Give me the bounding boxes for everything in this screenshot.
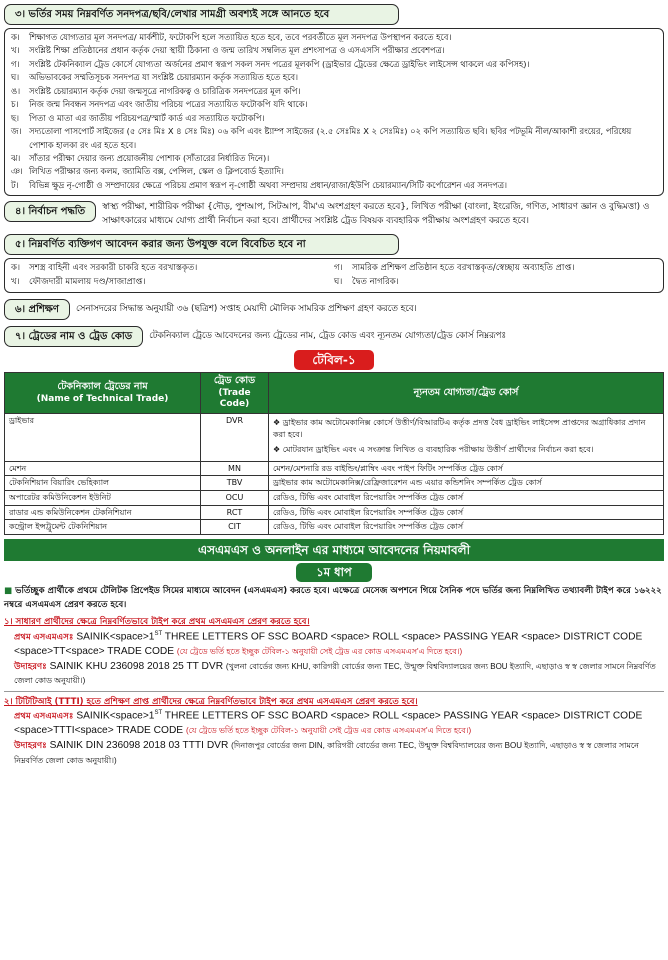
table-row xyxy=(5,461,664,476)
group-1-example: উদাহরণঃ SAINIK KHU 236098 2018 25 TT DVR (খুলনা বোর্ডের জন্য KHU, কারিগরী বোর্ডের জন্য TEC, উন্মুক্ত বিশ্ববিদ্যালয়ের জন্য BOU ইত্যাদি, এছাড়াও স্ব স্ব জেলার সামনে নিম্নবর্ণিত জেলা কোড অনুযায়ী।) xyxy=(14,660,656,686)
requirement-cell xyxy=(269,491,664,506)
trade-code-cell: DVR xyxy=(201,414,269,462)
table-row xyxy=(5,505,664,520)
trade-code-cell: RCT xyxy=(201,505,269,520)
section-3-list xyxy=(4,28,664,196)
group-2-example: উদাহরণঃ SAINIK DIN 236098 2018 03 TTTI DVR (দিনাজপুর বোর্ডের জন্য DIN, কারিগরী বোর্ডের জন্য TEC, উন্মুক্ত বিশ্ববিদ্যালয়ের জন্য BOU ইত্যাদি, এছাড়াও স্ব স্ব জেলার সামনে নিম্নবর্ণিত জেলা কোড অনুযায়ী।) xyxy=(14,740,639,766)
section-7 xyxy=(4,326,664,347)
rules-intro xyxy=(4,584,664,612)
trade-name-cell: টেকনিশিয়ান বিয়ারিং ভেহিক্যাল xyxy=(5,476,201,491)
requirement-cell xyxy=(269,414,664,462)
section-4 xyxy=(4,201,664,228)
s3-item-text: লিখিত পরীক্ষার জন্য কলম, জ্যামিতি বক্স, পেন্সিল, স্কেল ও ক্লিপবোর্ড ইত্যাদি। xyxy=(29,166,284,177)
s3-item-text: বিভিন্ন ক্ষুদ্র নৃ-গোষ্ঠী ও সম্প্রদায়ের ক্ষেত্রে পরিচয় প্রমাণ স্বরূপ নৃ-গোষ্ঠী অথবা সম্প্রদায় প্রধান/রাজা/ইউপি চেয়ারম্যান/সিটি কর্পোরেশন এর সনদপত্র। xyxy=(29,179,507,190)
s3-item-key: ছ। xyxy=(11,112,19,123)
trade-code-cell: MN xyxy=(201,461,269,476)
group-2-title: ২। টিটিটিআই (TTTI) হতে প্রশিক্ষণ প্রাপ্ত প্রার্থীদের ক্ষেত্রে নিম্নবর্ণিতভাবে টাইপ করে প্রথম এসএমএস প্রেরণ করতে হবে। xyxy=(4,697,418,708)
section-6-header: ৬। প্রশিক্ষণ xyxy=(4,299,70,320)
bullet-icon: ■ xyxy=(4,586,13,597)
requirement-line: ড্রাইভার কাম অটোমেকানিক্স/রেফ্রিজারেশন এন্ড এয়ার কন্ডিশনিং সম্পর্কিত ট্রেড কোর্স xyxy=(273,478,542,488)
rules-banner: এসএমএস ও অনলাইন এর মাধ্যমে আবেদনের নিয়মাবলী xyxy=(4,539,664,561)
group-1-title: ১। সাধারণ প্রার্থীদের ক্ষেত্রে নিম্নবর্ণিতভাবে টাইপ করে প্রথম এসএমএস প্রেরণ করতে হবে। xyxy=(4,617,310,628)
s5-item-text: সশস্ত্র বাহিনী এবং সরকারী চাকরি হতে বরখাস্তকৃত। xyxy=(29,262,198,273)
table-header-row xyxy=(5,373,664,414)
s3-list-item xyxy=(11,165,657,178)
table-row xyxy=(5,491,664,506)
s3-item-text: সংশ্লিষ্ট শিক্ষা প্রতিষ্ঠানের প্রধান কর্তৃক দেয়া স্থায়ী ঠিকানা ও জন্ম তারিখ সম্বলিত মূল প্রশংসাপত্র ও এসএসসি পরীক্ষার প্রবেশপত্র। xyxy=(29,45,445,56)
requirement-line: ❖ ড্রাইভার কাম অটোমেকানিক্স কোর্সে উত্তীর্ণ/বিআরটিএ কর্তৃক প্রদত্ত বৈধ ড্রাইভিং লাইসেন্স প্রাপ্তদের অগ্রাধিকার প্রদান করা হবে। xyxy=(273,418,646,439)
s3-item-key: ট। xyxy=(11,179,19,190)
s3-item-key: খ। xyxy=(11,45,20,56)
table-row xyxy=(5,414,664,462)
step-wrap xyxy=(4,563,664,582)
trade-name-cell: ড্রাইভার xyxy=(5,414,201,462)
section-6 xyxy=(4,299,664,320)
section-5-list xyxy=(4,258,664,294)
s3-item-text: শিক্ষাগত যোগ্যতার মূল সনদপত্র/ মার্কশীট, ফটোকপি হলে সত্যায়িত হতে হবে, তবে পরবর্তীতে মূল সনদপত্র উপস্থাপন করতে হবে। xyxy=(29,32,452,42)
s3-item-text: সাঁতার পরীক্ষা দেয়ার জন্য প্রয়োজনীয় পোশাক (সাঁতারের নির্ধারিত দিনে)। xyxy=(29,152,270,163)
requirement-line: রেডিও, টিভি এবং মোবাইল রিপেয়ারিং সম্পর্কিত ট্রেড কোর্স xyxy=(273,522,464,532)
trade-name-cell: কন্ট্রোল ইন্সট্রুমেন্ট টেকনিশিয়ান xyxy=(5,520,201,535)
trade-code-cell: OCU xyxy=(201,491,269,506)
section-6-text: সেনাসদরের সিদ্ধান্ত অনুযায়ী ৩৬ (ছত্রিশ) সপ্তাহ মেয়াদী মৌলিক সামরিক প্রশিক্ষণ গ্রহণ করতে হবে। xyxy=(75,304,417,315)
trade-name-cell: রাডার এন্ড কমিউনিকেশন টেকনিশিয়ান xyxy=(5,505,201,520)
trade-code-cell: CIT xyxy=(201,520,269,535)
s5-item-text: দ্বৈত নাগরিক। xyxy=(352,276,399,287)
section-7-header: ৭। ট্রেডের নাম ও ট্রেড কোড xyxy=(4,326,143,347)
s3-item-text: অভিভাবকের সম্মতিসূচক সনদপত্র যা সংশ্লিষ্ট চেয়ারম্যান কর্তৃক সত্যায়িত হতে হবে। xyxy=(29,72,299,83)
section-3-header: ৩। ভর্তির সময় নিম্নবর্ণিত সনদপত্র/ছবি/লেখার সামগ্রী অবশ্যই সঙ্গে আনতে হবে xyxy=(4,4,399,25)
s3-item-text: সংশ্লিষ্ট চেয়ারম্যান কর্তৃক দেয়া জন্মসূত্রে নাগরিকত্ব ও চারিত্রিক সনদপত্রের মূল কপি। xyxy=(29,85,301,96)
requirement-line: রেডিও, টিভি এবং মোবাইল রিপেয়ারিং সম্পর্কিত ট্রেড কোর্স xyxy=(273,507,464,517)
col-trade-name: টেকনিক্যাল ট্রেডের নাম (Name of Technical Trade) xyxy=(5,373,201,414)
divider xyxy=(4,691,664,692)
s5-item-text: ফৌজদারী মামলায় দণ্ড/সাজাপ্রাপ্ত। xyxy=(29,276,146,287)
s3-item-text: সংশ্লিষ্ট টেকনিক্যাল ট্রেড কোর্সে যোগ্যতা অর্জনের প্রমাণ স্বরূপ সকল সনদ পত্রের মূলকপি (ড্রাইভার ট্রেডের ক্ষেত্রে ড্রাইভিং লাইসেন্স থাকলে এর কপিসহ)। xyxy=(29,58,530,69)
col-requirement: ন্যূনতম যোগ্যতা/ট্রেড কোর্স xyxy=(269,373,664,414)
s3-item-key: ঞ। xyxy=(11,166,23,177)
s3-list-item xyxy=(11,31,657,44)
s3-item-key: ঝ। xyxy=(11,152,21,163)
s3-list-item xyxy=(11,44,657,57)
requirement-line: মেশন/মেশনারি রড বাইন্ডিং/প্লাম্বিং এবং পাইপ ফিটিং সম্পর্কিত ট্রেড কোর্স xyxy=(273,463,503,473)
table-row xyxy=(5,476,664,491)
group-2-format: প্রথম এসএমএসঃ SAINIK<space>1ST THREE LETTERS OF SSC BOARD <space> ROLL <space> PASSING YEAR <space> DISTRICT CODE <space>TTTI<space> TRADE CODE (যে ট্রেডে ভর্তি হতে ইচ্ছুক টেবিল-১ অনুযায়ী সেই ট্রেড এর কোড এসএমএস'এ দিতে হবে।) xyxy=(14,710,643,737)
s5-item-key: গ। xyxy=(334,262,343,273)
trade-name-cell: অপারেটর কমিউনিকেশন ইউনিট xyxy=(5,491,201,506)
trade-name-cell: মেশন xyxy=(5,461,201,476)
s3-list-item xyxy=(11,85,657,98)
s3-list-item xyxy=(11,71,657,84)
group-1-format: প্রথম এসএমএসঃ SAINIK<space>1ST THREE LETTERS OF SSC BOARD <space> ROLL <space> PASSING YEAR <space> DISTRICT CODE <space>TT<space> TRADE CODE (যে ট্রেডে ভর্তি হতে ইচ্ছুক টেবিল-১ অনুযায়ী সেই ট্রেড এর কোড এসএমএস'এ দিতে হবে।) xyxy=(14,630,643,657)
table-title-wrap xyxy=(4,350,664,370)
s3-item-text: পিতা ও মাতা এর জাতীয় পরিচয়পত্র/স্মার্ট কার্ড এর সত্যায়িত ফটোকপি। xyxy=(29,112,265,123)
section-5-header: ৫। নিম্নবর্ণিত ব্যক্তিগণ আবেদন করার জন্য উপযুক্ত বলে বিবেচিত হবে না xyxy=(4,234,399,255)
table-row xyxy=(5,520,664,535)
section-4-text: স্বাস্থ্য পরীক্ষা, শারীরিক পরীক্ষা {দৌড়, পুশআপ, সিটআপ, বীম'এ অংশগ্রহণ করতে হবে}, লিখিত পরীক্ষা (বাংলা, ইংরেজি, গণিত, সাধারণ জ্ঞান ও বুদ্ধিমত্তা) ও সাক্ষাৎকারের মাধ্যমে যোগ্য প্রার্থী নির্বাচন করা হবে। প্রার্থীদের সংশ্লিষ্ট ট্রেড বিষয়ক ব্যবহারিক পরীক্ষায় অংশগ্রহণ করতে হবে। xyxy=(102,202,650,226)
s5-item-key: ক। xyxy=(11,262,20,273)
s3-item-key: ঙ। xyxy=(11,85,21,96)
s3-item-text: সদ্যতোলা পাসপোর্ট সাইজের (৫ সেঃ মিঃ X ৪ সেঃ মিঃ) ০৬ কপি এবং ষ্ট্যাম্প সাইজের (২.৫ সেঃমিঃ X ২ সেঃমিঃ) ০২ কপি সত্যায়িত ছবি। ছবির পটভূমি নীল/আকাশী রংয়ের, পরিধেয় পোশাক হালকা রং এর হতে হবে। xyxy=(29,126,632,150)
s3-item-key: গ। xyxy=(11,58,20,69)
requirement-cell xyxy=(269,461,664,476)
s3-item-key: জ। xyxy=(11,126,22,137)
s3-list-item xyxy=(11,112,657,125)
requirement-cell xyxy=(269,505,664,520)
section-3 xyxy=(4,4,664,25)
requirement-line: ❖ মোটরযান ড্রাইভিং এবং এ সংক্রান্ত লিখিত ও ব্যবহারিক পরীক্ষায় উত্তীর্ণ প্রার্থীদের নির্বাচন করা হবে। xyxy=(273,445,594,455)
trade-code-cell: TBV xyxy=(201,476,269,491)
s5-item-key: ঘ। xyxy=(334,276,343,287)
table-title: টেবিল-১ xyxy=(294,350,373,370)
s3-item-key: ক। xyxy=(11,32,20,42)
s3-list-item xyxy=(11,152,657,165)
s3-item-text: নিজ জন্ম নিবন্ধন সনদপত্র এবং জাতীয় পরিচয় পত্রের সত্যায়িত ফটোকপি যদি থাকে। xyxy=(29,99,308,110)
s3-item-key: চ। xyxy=(11,99,19,110)
section-5 xyxy=(4,234,664,255)
col-trade-code: ট্রেড কোড (Trade Code) xyxy=(201,373,269,414)
requirement-cell xyxy=(269,476,664,491)
s3-list-item xyxy=(11,179,657,192)
section-4-header: ৪। নির্বাচন পদ্ধতি xyxy=(4,201,96,222)
s5-item-key: খ। xyxy=(11,276,20,287)
rules-intro-text: ভর্তিচ্ছুক প্রার্থীকে প্রথমে টেলিটক প্রিপেইড সিমের মাধ্যমে আবেদন (এসএমএস) করতে হবে। এক্ষেত্রে মেসেজ অপশনে গিয়ে সৈনিক পদে ভর্তির জন্য নিম্নলিখিত তথ্যাবলী টাইপ করে ১৬২২২ নম্বরে এসএমএস প্রেরণ করতে হবে। xyxy=(4,586,662,611)
s3-list-item xyxy=(11,58,657,71)
s3-list-item xyxy=(11,125,657,152)
step-label: ১ম ধাপ xyxy=(296,563,371,582)
s3-item-key: ঘ। xyxy=(11,72,20,83)
section-7-text: টেকনিক্যাল ট্রেডে আবেদনের জন্য ট্রেডের নাম, ট্রেড কোড এবং ন্যূনতম যোগ্যতা/ট্রেড কোর্স নিম্নরূপঃ xyxy=(149,331,507,342)
trade-table xyxy=(4,372,664,534)
s5-item-text: সামরিক প্রশিক্ষণ প্রতিষ্ঠান হতে বরখাস্তকৃত/স্বেচ্ছায় অব্যাহতি প্রাপ্ত। xyxy=(352,262,575,273)
requirement-cell xyxy=(269,520,664,535)
s3-list-item xyxy=(11,98,657,111)
requirement-line: রেডিও, টিভি এবং মোবাইল রিপেয়ারিং সম্পর্কিত ট্রেড কোর্স xyxy=(273,493,464,503)
